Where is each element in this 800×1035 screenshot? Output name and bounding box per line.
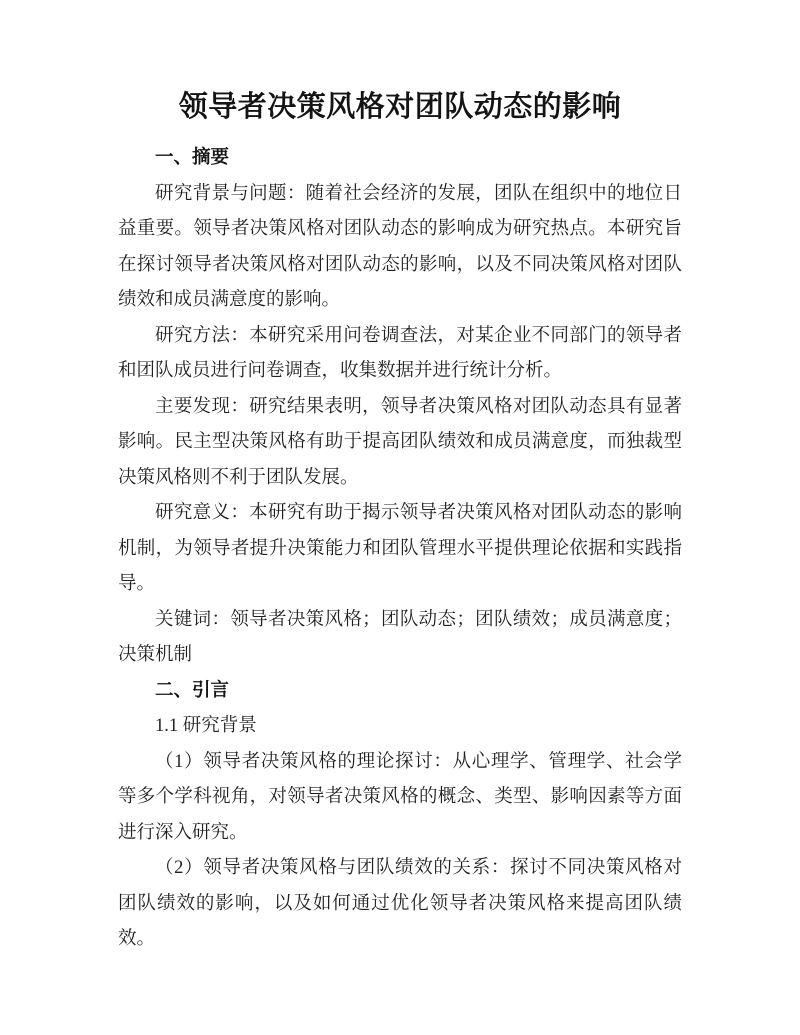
section-heading-introduction: 二、引言 xyxy=(155,680,230,701)
abstract-paragraph-method: 研究方法：本研究采用问卷调查法，对某企业不同部门的领导者和团队成员进行问卷调查，收集数据并进行统计分析。 xyxy=(118,325,682,381)
document-title: 领导者决策风格对团队动态的影响 xyxy=(178,91,622,123)
subsection-heading-research-background: 1.1 研究背景 xyxy=(155,716,257,736)
keywords-paragraph: 关键词：领导者决策风格；团队动态；团队绩效；成员满意度；决策机制 xyxy=(118,609,682,665)
introduction-paragraph-1: （1）领导者决策风格的理论探讨：从心理学、管理学、社会学等多个学科视角，对领导者决策风格的概念、类型、影响因素等方面进行深入研究。 xyxy=(118,751,682,843)
abstract-paragraph-significance: 研究意义：本研究有助于揭示领导者决策风格对团队动态的影响机制，为领导者提升决策能力和团队管理水平提供理论依据和实践指导。 xyxy=(118,503,682,594)
introduction-paragraph-2: （2）领导者决策风格与团队绩效的关系：探讨不同决策风格对团队绩效的影响，以及如何通过优化领导者决策风格来提高团队绩效。 xyxy=(118,858,682,949)
abstract-paragraph-findings: 主要发现：研究结果表明，领导者决策风格对团队动态具有显著影响。民主型决策风格有助于提高团队绩效和成员满意度，而独裁型决策风格则不利于团队发展。 xyxy=(118,396,682,488)
section-heading-abstract: 一、摘要 xyxy=(155,148,230,168)
abstract-paragraph-background: 研究背景与问题：随着社会经济的发展，团队在组织中的地位日益重要。领导者决策风格对团队动态的影响成为研究热点。本研究旨在探讨领导者决策风格对团队动态的影响，以及不同决策风格对团队绩效和成员满意度的影响。 xyxy=(118,183,682,310)
